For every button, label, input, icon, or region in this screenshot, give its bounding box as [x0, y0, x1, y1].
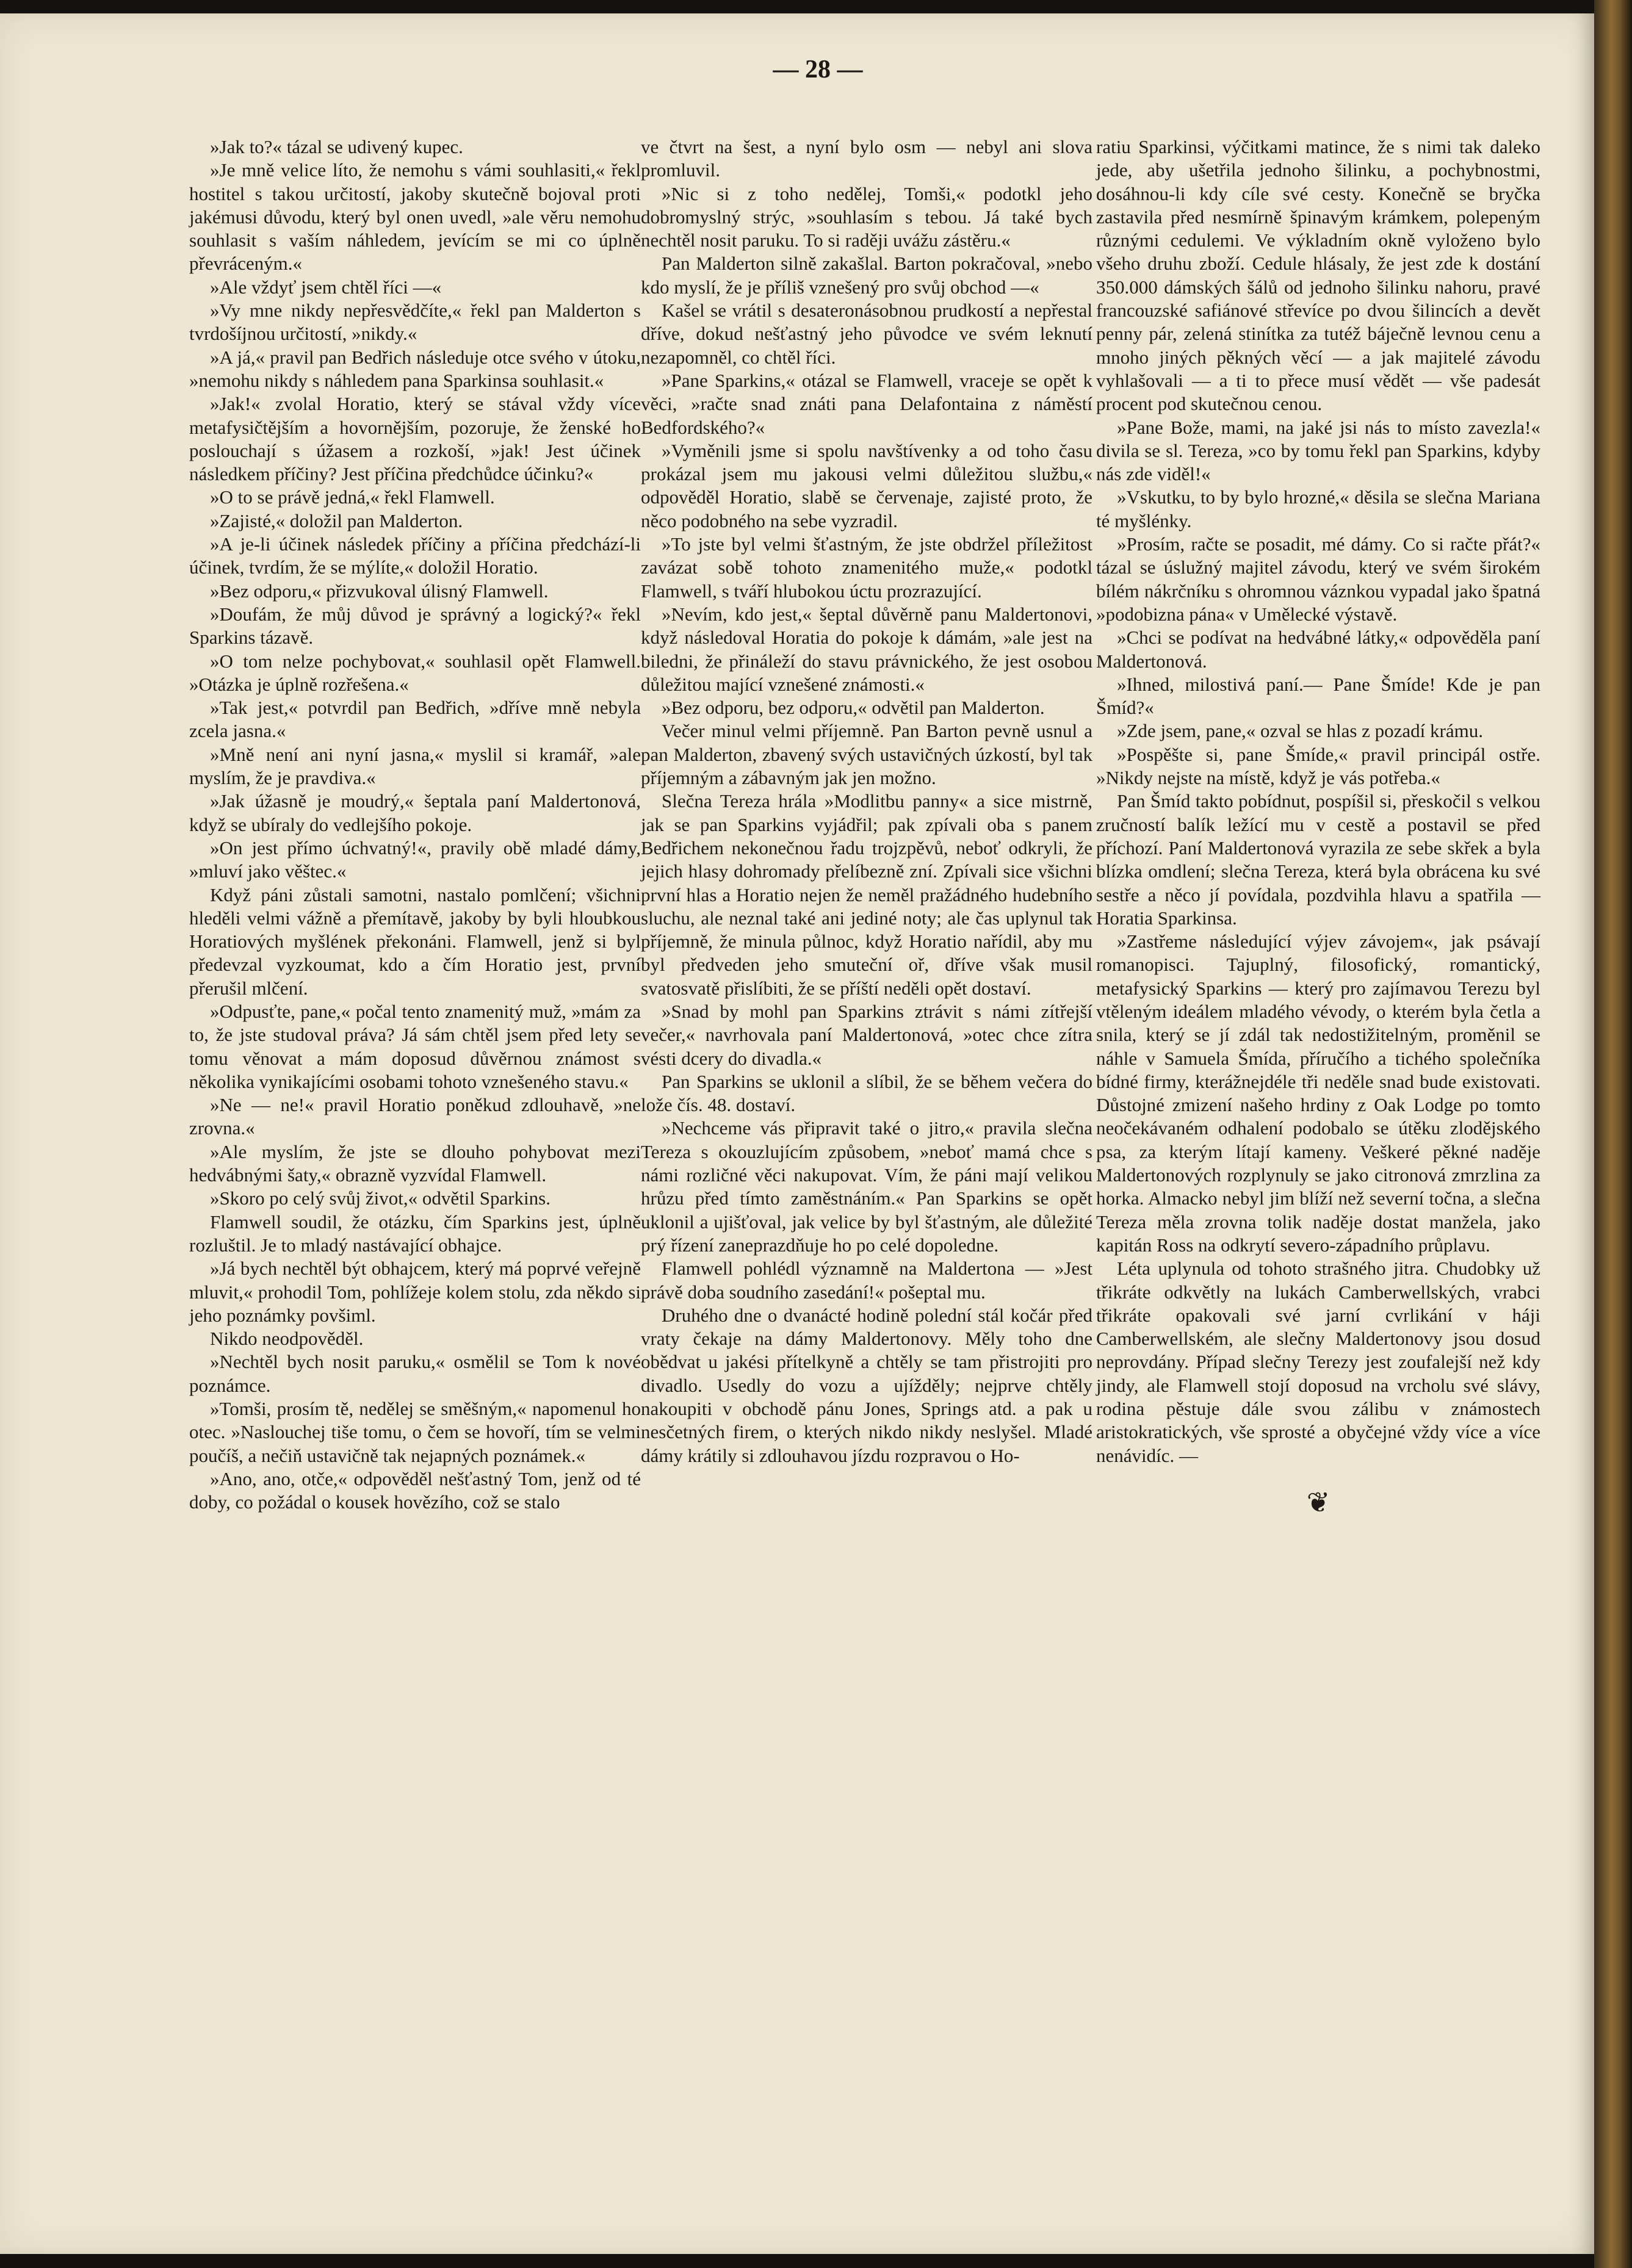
- paragraph: Léta uplynula od tohoto strašného jitra. Chudobky už třikráte odkvětly na lukách Camberwellských, vrabci třikráte opakovali své jarní cvrlikání v háji Camberwellském, ale slečny Maldertonovy jsou dosud neprovdány. Případ slečny Terezy jest zoufalejší než kdy jindy, ale Flamwell stojí doposud na vrcholu své slávy, rodina pěstuje dále svou zálibu v známostech aristokratických, vše sprosté a obyčejné vždy více a více nenávidíc. —: [1096, 1258, 1540, 1466]
- paragraph: »On jest přímo úchvatný!«, pravily obě mladé dámy, »mluví jako věštec.«: [189, 837, 641, 882]
- page-number: — 28 —: [773, 56, 863, 84]
- paragraph: »Bez odporu,« přizvukoval úlisný Flamwell.: [210, 580, 549, 602]
- paragraph: »Vyměnili jsme si spolu navštívenky a od toho času prokázal jsem mu jakousi velmi důležitou službu,« odpověděl Horatio, slabě se červenaje, zajisté proto, že něco podobného na sebe vyzradil.: [641, 439, 1092, 531]
- paragraph: »Tak jest,« potvrdil pan Bedřich, »dříve mně nebyla zcela jasna.«: [189, 697, 641, 742]
- text-column-middle: [641, 135, 1092, 1467]
- paragraph: »Ale vždyť jsem chtěl říci —«: [210, 276, 442, 298]
- paragraph: »Doufám, že můj důvod je správný a logický?« řekl Sparkins tázavě.: [189, 603, 641, 649]
- paragraph: Pan Malderton silně zakašlal. Barton pokračoval, »nebo kdo myslí, že je příliš vznešený pro svůj obchod —«: [641, 253, 1092, 298]
- paragraph: »Pane Bože, mami, na jaké jsi nás to místo zavezla!« divila se sl. Tereza, »co by tomu řekl pan Sparkins, kdyby nás zde viděl!«: [1096, 416, 1540, 485]
- paragraph: Flamwell soudil, že otázku, čím Sparkins jest, úplně rozluštil. Je to mladý nastávající obhajce.: [189, 1211, 641, 1256]
- paragraph: »Tomši, prosím tě, nedělej se směšným,« napomenul ho otec. »Naslouchej tiše tomu, o čem se hovoří, tím se velmi poučíš, a nečiň ustavičně tak nejapných poznámek.«: [189, 1398, 641, 1466]
- paragraph: »Nevím, kdo jest,« šeptal důvěrně panu Maldertonovi, když následoval Horatia do pokoje k dámám, »ale jest na biledni, že přináleží do stavu právnického, že jest osobou důležitou mající vznešené známosti.«: [641, 603, 1092, 695]
- paragraph: Pan Šmíd takto pobídnut, pospíšil si, přeskočil s velkou zručností balík ležící mu v cestě a postavil se před příchozí. Paní Maldertonová vyrazila ze sebe skřek a byla blízka omdlení; slečna Tereza, která byla obrácena ku své sestře a něco jí povídala, pozdvihla hlavu a spatřila — Horatia Sparkinsa.: [1096, 790, 1540, 929]
- paragraph: ve čtvrt na šest, a nyní bylo osm — nebyl ani slova promluvil.: [641, 136, 1092, 181]
- paragraph: »Snad by mohl pan Sparkins ztrávit s námi zítřejší večer,« navrhovala paní Maldertonová, »otec chce zítra vésti dcery do divadla.«: [641, 1000, 1092, 1069]
- paragraph: »Já bych nechtěl být obhajcem, který má poprvé veřejně mluvit,« prohodil Tom, pohlížeje kolem stolu, zda někdo si jeho poznámky povšiml.: [189, 1258, 641, 1326]
- paragraph: »Zajisté,« doložil pan Malderton.: [210, 509, 463, 531]
- paragraph: »Chci se podívat na hedvábné látky,« odpověděla paní Maldertonová.: [1096, 627, 1540, 672]
- text-column-left: [189, 135, 641, 1514]
- paragraph: »Pospěšte si, pane Šmíde,« pravil principál ostře. »Nikdy nejste na místě, když je vás potřeba.«: [1096, 743, 1540, 789]
- paragraph: »Nechceme vás připravit také o jitro,« pravila slečna Tereza s okouzlujícím způsobem, »neboť mamá chce s námi rozličné věci nakupovat. Vím, že páni mají velikou hrůzu před tímto zaměstnáním.« Pan Sparkins se opět uklonil a ujišťoval, jak velice by byl šťastným, ale důležité prý řízení zaneprazdňuje ho po celé dopoledne.: [641, 1117, 1092, 1256]
- paragraph: Nikdo neodpověděl.: [210, 1328, 364, 1350]
- paragraph: »Ne — ne!« pravil Horatio poněkud zdlouhavě, »ne zrovna.«: [189, 1094, 641, 1139]
- paragraph: »Ale myslím, že jste se dlouho pohybovat mezi hedvábnými šaty,« obrazně vyzvídal Flamwell.: [189, 1140, 641, 1186]
- paragraph: »Jak úžasně je moudrý,« šeptala paní Maldertonová, když se ubíraly do vedlejšího pokoje.: [189, 790, 641, 835]
- paragraph: »Vy mne nikdy nepřesvědčíte,« řekl pan Malderton s tvrdošíjnou určitostí, »nikdy.«: [189, 300, 641, 345]
- paragraph: »A je-li účinek následek příčiny a příčina předchází-li účinek, tvrdím, že se mýlíte,« doložil Horatio.: [189, 533, 641, 578]
- paragraph: »Pane Sparkins,« otázal se Flamwell, vraceje se opět k věci, »račte snad znáti pana Delafontaina z náměstí Bedfordského?«: [641, 369, 1092, 438]
- paragraph: Slečna Tereza hrála »Modlitbu panny« a sice mistrně, jak se pan Sparkins vyjádřil; pak zpívali oba s panem Bedřichem nekonečnou řadu trojzpěvů, neboť odkryli, že jejich hlasy dohromady přelíbezně zní. Zpívali sice všichni první hlas a Horatio nejen že neměl pražádného hudebního sluchu, ale neznal také ani jediné noty; ale čas uplynul tak příjemně, že minula půlnoc, když Horatio nařídil, aby mu byl předveden jeho smuteční oř, dříve však musil svatosvatě přislíbiti, že se příští neděli opět dostaví.: [641, 790, 1092, 999]
- paragraph: Flamwell pohlédl významně na Maldertona — »Jest právě doba soudního zasedání!« pošeptal mu.: [641, 1258, 1092, 1303]
- paragraph: »Vskutku, to by bylo hrozné,« děsila se slečna Mariana té myšlénky.: [1096, 486, 1540, 531]
- paragraph: »A já,« pravil pan Bedřich následuje otce svého v útoku, »nemohu nikdy s náhledem pana Sparkinsa souhlasit.«: [189, 346, 641, 391]
- paragraph: ratiu Sparkinsi, výčitkami matince, že s nimi tak daleko jede, aby ušetřila jednoho šilinku, a pochybnostmi, dosáhnou-li kdy cíle své cesty. Konečně se bryčka zastavila před nesmírně špinavým krámkem, polepeným různými cedulemi. Ve výkladním okně vyloženo bylo všeho druhu zboží. Cedule hlásaly, že jest zde k dostání 350.000 dámských šálů od jednoho šilinku nahoru, pravé francouzské safiánové střevíce po dvou šilincích a devět penny pár, zelená stinítka za tutéž báječně levnou cenu a mnoho jiných pěkných věcí — a jak majitelé závodu vyhlašovali — a ti to přece musí vědět — vše padesát procent pod skutečnou cenou.: [1096, 136, 1540, 415]
- paragraph: »Nic si z toho nedělej, Tomši,« podotkl jeho dobromyslný strýc, »souhlasím s tebou. Já také bych nechtěl nosit paruku. To si raději uvážu zástěru.«: [641, 182, 1092, 251]
- paragraph: »Mně není ani nyní jasna,« myslil si kramář, »ale myslím, že je pravdiva.«: [189, 743, 641, 789]
- paragraph: »Bez odporu, bez odporu,« odvětil pan Malderton.: [662, 697, 1045, 719]
- paragraph: »Skoro po celý svůj život,« odvětil Sparkins.: [210, 1187, 551, 1209]
- paragraph: »O tom nelze pochybovat,« souhlasil opět Flamwell. »Otázka je úplně rozřešena.«: [189, 650, 641, 695]
- paragraph: »Jak to?« tázal se udivený kupec.: [210, 136, 463, 157]
- paragraph: Druhého dne o dvanácté hodině polední stál kočár před vraty čekaje na dámy Maldertonovy. Měly toho dne obědvat u jakési přítelkyně a chtěly se tam přistrojiti pro divadlo. Usedly do vozu a ujížděly; nejprve chtěly nakoupiti v obchodě pánu Jones, Springs atd. a pak u nesčetných firem, o kterých nikdo nikdy neslyšel. Mladé dámy krátily si zdlouhavou jízdu rozpravou o Ho-: [641, 1304, 1092, 1466]
- book-page: [0, 13, 1594, 2254]
- paragraph: Když páni zůstali samotni, nastalo pomlčení; všichni hleděli velmi vážně a přemítavě, jakoby by byli hloubkou Horatiových myšlének překonáni. Flamwell, jenž si byl předevzal vyzkoumat, kdo a čím Horatio jest, první přerušil mlčení.: [189, 884, 641, 999]
- paragraph: Pan Sparkins se uklonil a slíbil, že se během večera do lože čís. 48. dostaví.: [641, 1070, 1092, 1116]
- paragraph: »Zde jsem, pane,« ozval se hlas z pozadí krámu.: [1117, 720, 1483, 742]
- paragraph: »O to se právě jedná,« řekl Flamwell.: [210, 486, 495, 508]
- paragraph: »Odpusťte, pane,« počal tento znamenitý muž, »mám za to, že jste studoval práva? Já sám chtěl jsem před lety se tomu věnovat a mám doposud důvěrnou známost s několika vynikajícími osobami tohoto vznešeného stavu.«: [189, 1000, 641, 1092]
- paragraph: »To jste byl velmi šťastným, že jste obdržel příležitost zavázat sobě tohoto znamenitého muže,« podotkl Flamwell, s tváří hlubokou úctu prozrazující.: [641, 533, 1092, 602]
- paragraph: »Ihned, milostivá paní.— Pane Šmíde! Kde je pan Šmíd?«: [1096, 673, 1540, 719]
- paragraph: »Nechtěl bych nosit paruku,« osmělil se Tom k nové poznámce.: [189, 1351, 641, 1396]
- fleuron-ornament-icon: ❦: [1306, 1485, 1331, 1519]
- paragraph: »Zastřeme následující výjev závojem«, jak psávají romanopisci. Tajuplný, filosofický, romantický, metafysický Sparkins — který pro zajímavou Terezu byl vtěleným ideálem mladého vévody, o kterém byla četla a snila, který se jí zdál tak nedostižitelným, proměnil se náhle v Samuela Šmída, příručího a tichého společníka bídné firmy, kterážnejdéle tři neděle snad bude existovati. Důstojné zmizení našeho hrdiny z Oak Lodge po tomto neočekávaném odhalení podobalo se útěku zlodějského psa, za kterým lítají kameny. Veškeré pěkné naděje Maldertonových rozplynuly se jako citronová zmrzlina za horka. Almacko nebyl jim blíží než severní točna, a slečna Tereza měla zrovna tolik naděje dostat manžela, jako kapitán Ross na odkrytí severo-západního průplavu.: [1096, 931, 1540, 1256]
- paragraph: »Je mně velice líto, že nemohu s vámi souhlasiti,« řekl hostitel s takou určitostí, jakoby skutečně bojoval proti jakémusi důvodu, který byl onen uvedl, »ale věru nemohu souhlasit s vaším náhledem, jevícím se mi co úplně převráceným.«: [189, 159, 641, 275]
- paragraph: »Jak!« zvolal Horatio, který se stával vždy více metafysičtějším a hovornějším, pozoruje, že ženské ho poslouchají s úžasem a rozkoší, »jak! Jest účinek následkem příčiny? Jest příčina předchůdce účinku?«: [189, 393, 641, 485]
- paragraph: »Prosím, račte se posadit, mé dámy. Co si račte přát?« tázal se úslužný majitel závodu, který ve svém širokém bílém nákrčníku s ohromnou váznkou vypadal jako špatná »podobizna pána« v Umělecké výstavě.: [1096, 533, 1540, 625]
- paragraph: Večer minul velmi příjemně. Pan Barton pevně usnul a pan Malderton, zbavený svých ustavičných úzkostí, byl tak příjemným a zábavným jak jen možno.: [641, 720, 1092, 789]
- paragraph: Kašel se vrátil s desateronásobnou prudkostí a nepřestal dříve, dokud nešťastný jeho původce ve svém leknutí nezapomněl, co chtěl říci.: [641, 300, 1092, 368]
- text-column-right: [1096, 135, 1540, 1519]
- book-binding-edge: [1594, 0, 1632, 2268]
- paragraph: »Ano, ano, otče,« odpověděl nešťastný Tom, jenž od té doby, co požádal o kousek hovězího, což se stalo: [189, 1467, 641, 1513]
